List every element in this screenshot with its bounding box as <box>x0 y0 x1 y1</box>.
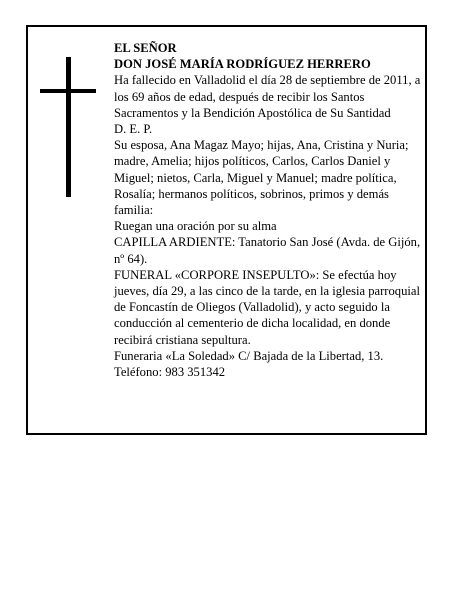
funeral-home-info: Funeraria «La Soledad» C/ Bajada de la Libertad, 13. Teléfono: 983 351342 <box>114 348 384 380</box>
funeral-info: FUNERAL «CORPORE INSEPULTO»: Se efectúa hoy jueves, día 29, a las cinco de la tarde, en la iglesia parroquial de Foncastín de Oliegos (Valladolid), y acto seguido la conducción al cementerio de dicha localidad, en donde recibirá cristiana sepultura. <box>114 267 420 347</box>
notice-text <box>114 40 424 380</box>
cross-vertical-bar <box>66 57 71 197</box>
cross-icon <box>40 57 96 197</box>
death-info: Ha fallecido en Valladolid el día 28 de septiembre de 2011, a los 69 años de edad, después de recibir los Santos Sacramentos y la Bendición Apostólica de Su Santidad <box>114 73 421 120</box>
obituary-notice <box>26 25 427 435</box>
notice-title: EL SEÑOR <box>114 41 177 55</box>
chapel-info: CAPILLA ARDIENTE: Tanatorio San José (Avda. de Gijón, nº 64). <box>114 235 421 266</box>
prayer-line: Ruegan una oración por su alma <box>114 219 277 234</box>
deceased-name: DON JOSÉ MARÍA RODRÍGUEZ HERRERO <box>114 57 371 72</box>
cross-horizontal-bar <box>40 89 96 93</box>
dep-line: D. E. P. <box>114 122 153 137</box>
family-list: Su esposa, Ana Magaz Mayo; hijas, Ana, Cristina y Nuria; madre, Amelia; hijos políticos, Carlos, Carlos Daniel y Miguel; nietos, Carla, Miguel y Manuel; madre política, Rosalía; hermanos políticos, sobrinos, primos y demás familia: <box>114 138 409 218</box>
